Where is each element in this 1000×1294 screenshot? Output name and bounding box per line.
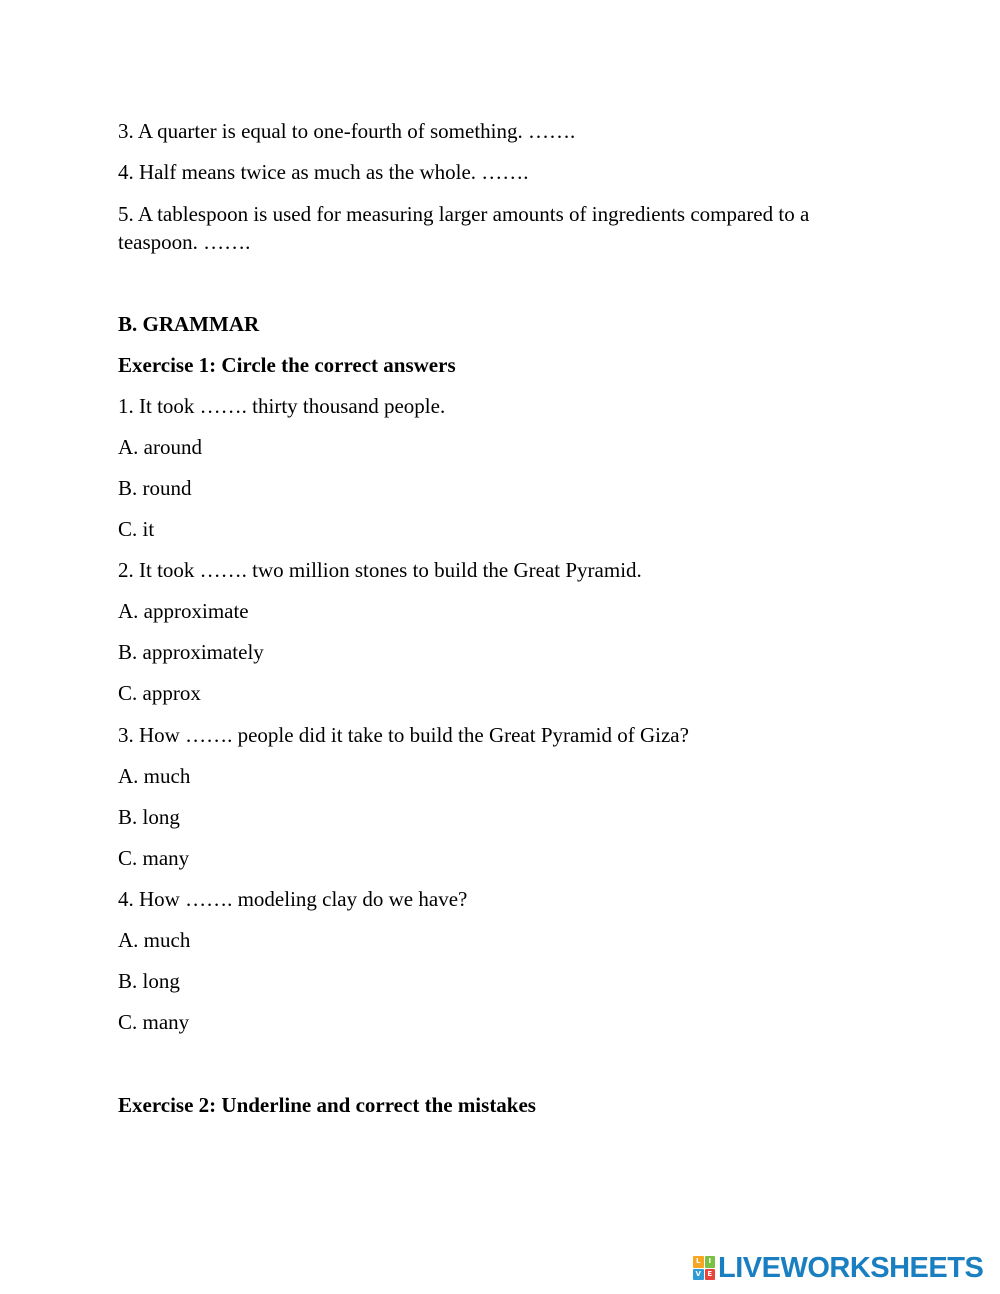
- option-2c[interactable]: C. approx: [118, 681, 201, 705]
- statement-4: 4. Half means twice as much as the whole. …….: [118, 160, 529, 184]
- logo-tile-i: I: [705, 1256, 716, 1268]
- logo-wordmark: LIVEWORKSHEETS: [718, 1252, 984, 1284]
- question-1: 1. It took ……. thirty thousand people.: [118, 394, 446, 418]
- logo-tile-l: L: [693, 1256, 704, 1268]
- option-1c[interactable]: C. it: [118, 517, 155, 541]
- option-4c[interactable]: C. many: [118, 1010, 190, 1034]
- liveworksheets-logo: [693, 1253, 983, 1283]
- question-4: 4. How ……. modeling clay do we have?: [118, 887, 468, 911]
- section-heading-grammar: B. GRAMMAR: [118, 312, 260, 336]
- exercise-1-title: Exercise 1: Circle the correct answers: [118, 353, 456, 377]
- statement-3: 3. A quarter is equal to one-fourth of something. …….: [118, 119, 576, 143]
- option-2a[interactable]: A. approximate: [118, 599, 249, 623]
- option-1b[interactable]: B. round: [118, 476, 192, 500]
- option-3c[interactable]: C. many: [118, 846, 190, 870]
- question-2: 2. It took ……. two million stones to build the Great Pyramid.: [118, 558, 642, 582]
- logo-tiles-icon: [693, 1256, 715, 1280]
- option-3a[interactable]: A. much: [118, 764, 191, 788]
- question-3: 3. How ……. people did it take to build the Great Pyramid of Giza?: [118, 723, 689, 747]
- option-4b[interactable]: B. long: [118, 969, 180, 993]
- statement-5: 5. A tablespoon is used for measuring larger amounts of ingredients compared to a teaspoon. …….: [118, 202, 810, 254]
- logo-tile-v: V: [693, 1269, 704, 1281]
- option-4a[interactable]: A. much: [118, 928, 191, 952]
- option-3b[interactable]: B. long: [118, 805, 180, 829]
- exercise-2-title: Exercise 2: Underline and correct the mistakes: [118, 1093, 536, 1117]
- option-1a[interactable]: A. around: [118, 435, 202, 459]
- option-2b[interactable]: B. approximately: [118, 640, 264, 664]
- logo-tile-e: E: [705, 1269, 716, 1281]
